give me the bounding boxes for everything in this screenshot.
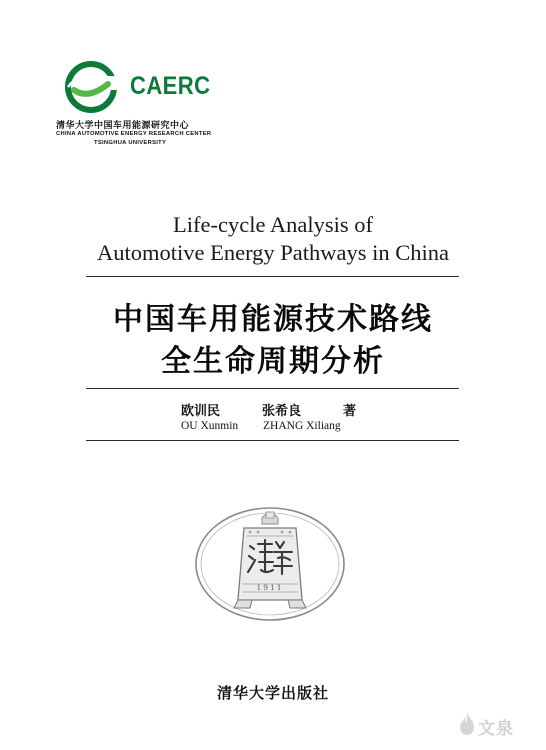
title-divider bbox=[86, 276, 459, 277]
org-name-en: CHINA AUTOMOTIVE ENERGY RESEARCH CENTER bbox=[56, 131, 212, 137]
title-en-line2: Automotive Energy Pathways in China bbox=[96, 240, 450, 265]
watermark bbox=[458, 710, 540, 740]
authors-bottom-divider bbox=[86, 440, 459, 441]
title-cn-line1: 中国车用能源技术路线 bbox=[113, 302, 433, 337]
caerc-wordmark: CAERC bbox=[130, 72, 211, 100]
author-cn-2: 张希良 bbox=[262, 404, 302, 419]
publisher-name: 清华大学出版社 bbox=[216, 684, 329, 702]
org-university-en: TSINGHUA UNIVERSITY bbox=[94, 140, 167, 146]
watermark-text: 文泉 bbox=[478, 719, 514, 739]
title-cn-line2: 全生命周期分析 bbox=[161, 344, 385, 379]
authorship-label: 著 bbox=[343, 404, 357, 419]
title-en-line1: Life-cycle Analysis of bbox=[173, 212, 373, 237]
org-name-cn: 清华大学中国车用能源研究中心 bbox=[56, 121, 190, 131]
authors-top-divider bbox=[86, 388, 459, 389]
author-en-2: ZHANG Xiliang bbox=[263, 420, 341, 432]
caerc-logo-icon bbox=[64, 60, 124, 114]
author-cn-1: 欧训民 bbox=[181, 404, 221, 419]
flame-icon bbox=[458, 712, 476, 736]
author-en-1: OU Xunmin bbox=[181, 420, 239, 432]
seal-year: 1911 bbox=[256, 583, 284, 592]
tsinghua-seal-icon bbox=[194, 506, 346, 622]
